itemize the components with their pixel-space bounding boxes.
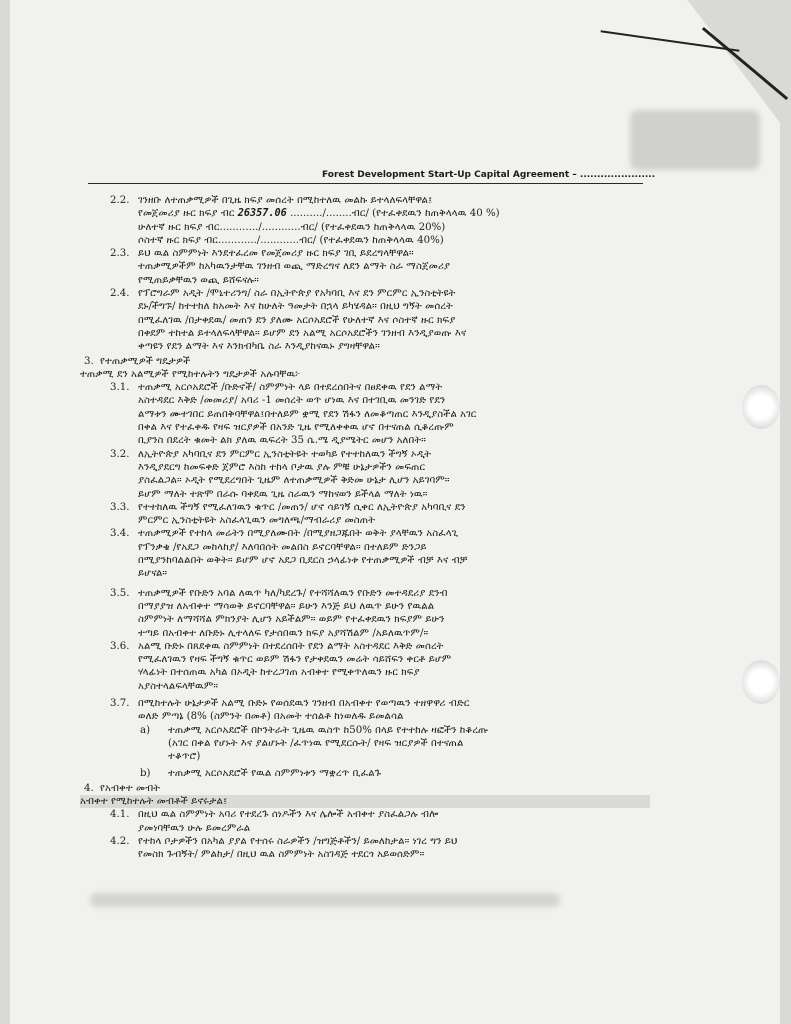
clause-line: በዚህ ዉል ስምምነት አባሪ የተደረጉ ሰነዶችን እና ሌሎች አብቀተ ያስፈልጋሉ ብሎ [138, 809, 439, 821]
clause-line: እንዲያደርግ ከመፍቀድ ጀምሮ እስከ ተከላ ቦታዉ ያሉ ምቹ ሁኔታዎችን መፍጠር [138, 461, 426, 473]
punch-hole-top [742, 385, 780, 429]
clause-line: ተጠቃሚዎች የተከላ መሬትን በሚያለሙበት /በሚያዘጋጁበት ወቅት ያላቸዉን አስፈላጊ [138, 528, 459, 540]
clause-line: በማያያዝ ለአብቀተ ማሳወቅ ይኖርባቸዋል። ይሁን እንጅ ይህ ለዉጥ ይሁን የዉልል [138, 600, 435, 612]
clause-line: ለኢትዮጵያ አካባቢና ደን ምርምር ኢንስቲትዩት ተወካይ የተተከለዉን ችግኝ ኦዲት [138, 448, 432, 460]
clause-line: አያስተላልፍላቸዉም። [138, 680, 219, 692]
clause-line: ቢያንስ በደረት ቁመት ልክ ያለዉ ዉፍረት 35 ሴ.ሜ ዲያሜትር መሆን አለበት። [138, 435, 426, 447]
scan-smudge [90, 893, 560, 907]
clause-4-2 [80, 835, 650, 862]
handwritten-amount: 26357.06 [237, 208, 287, 220]
clause-line-text: ........../........ብር/ (የተፈቀደዉን ከጠቅላላዉ 40 %) [290, 208, 500, 220]
clause-number: 3.2. [110, 448, 130, 460]
clause-line: ሃላፊነት በተሰጠዉ አካል በኦዲት ከተረጋገጠ አብቀተ የሚቀጥለዉን ዙር ክፍያ [138, 667, 420, 679]
clause-3-6 [80, 640, 650, 693]
clause-2-4 [80, 287, 650, 353]
clause-line: ገንዘቡ ለተጠቃሚዎች በጊዜ ክፍያ መሰረት በሚከተለዉ መልኩ ይተላለፍላቸዋል፤ [138, 195, 433, 206]
clause-line: በሚያንከባልልበት ወቅት። ይሆም ሆኖ አደጋ ቢደርስ ኃላፊነቱ የተጠቃሚዎች ብቻ እና ብቻ [138, 555, 468, 567]
clause-line: ሁለተኛ ዙር ክፍያ ብር............/............ብር/ (የተፈቀደዉን ከጠቅላላዉ 20%) [138, 221, 446, 233]
clause-line: ይህ ዉል ስምምነት እንደተፈረመ የመጀመሪያ ዙር ክፍያ ገቢ ይደረግላቸዋል። [138, 248, 414, 260]
clause-line: ሶስተኛ ዙር ክፍያ ብር............/............ብር/ (የተፈቀደዉን ከጠቅላላዉ 40%) [138, 234, 444, 246]
document-body [80, 194, 650, 862]
clause-line: ተጠቃሚ አርሶአደሮች /ቡድኖች/ ስምምነት ላይ በተደረሰበትና በፀደቀዉ የደን ልማት [138, 382, 443, 394]
clause-line: የሚፈለገዉን የዛፍ ችግኝ ቁጥር ወይም ሽፋን የታቀደዉን መሬት ሳይሸፍን ቀርቶ ይሆም [138, 654, 452, 666]
clause-3-7 [80, 697, 650, 724]
clause-2-3 [80, 247, 650, 287]
section-title: የአብቀተ መብት [100, 782, 161, 794]
clause-line: ተጠቃሚዎች የቡድን አባል ለዉጥ ካለ/ካደረጉ/ የተሻሻለዉን የቡድን መተዳደሪያ ደንብ [138, 587, 448, 599]
clause-line: (አገር በቀል የሆኑት እና ያልሆኑት /ፈጥነዉ የሚደርሱት/ የዛፍ ዝርያዎች በተናጠል [168, 737, 464, 749]
clause-number: 3.4. [110, 528, 130, 540]
clause-line: ተጣይ በአብቀተ ለቡድኑ ሊተላለፍ የታሰበዉን ክፍያ አያሻሽልም /አይለዉጥም/። [138, 627, 429, 639]
clause-line: የሚጠይቃቸዉን ወጪ ይሸፍናሉ። [138, 274, 259, 286]
clause-number: 4.2. [110, 835, 130, 847]
clause-number: 3.5. [110, 587, 130, 599]
clause-line: የተከላ ቦታዎችን በአካል ያያል የተሰሩ ስራዎችን /ዝግጅቶችን/ ይመለከታል። ነገረ ግን ይህ [138, 835, 458, 847]
section-3-heading [80, 355, 650, 368]
section-intro: አብቀተ የሚከተሉት መብቶች ይኖሩታል፤ [80, 796, 228, 808]
document-header: Forest Development Start-Up Capital Agreement – ...................... [322, 170, 656, 180]
clause-number: 3.6. [110, 640, 130, 652]
clause-line: የፕንቃቄ /የአደጋ መከላከያ/ እለባበሰት መልበስ ይኖርባቸዋል። በተለይም ድንጋይ [138, 541, 427, 553]
clause-line: ተጠቃሚዎችም ከአካዉንታቸዉ ገንዘብ ወጪ ማድረግና ለደን ልማት ስራ ማስጀመሪያ [138, 261, 451, 273]
clause-3-7-a [110, 724, 650, 764]
section-4-intro [80, 795, 650, 808]
clause-line: ወለድ ምጣኔ (8% (ስምንት በመቶ) በአመት ተሰልቶ ከነወለዱ ይመልሳል [138, 711, 404, 723]
section-intro: ተጠቃሚ ደን አልሚዎች የሚከተሉትን ግዴታዎች አሉባቸዉ፦ [80, 368, 301, 380]
clause-line: የፕሮግራም አዲት /ሞኒተሪንግ/ ስራ በኢትዮጵያ የአካባቢ እና ደን ምርምር ኢንስቲትዩት [138, 288, 456, 300]
clause-line: ያስፈልጋል። ኦዲት የሚደረግበት ጊዜም ለተጠቃሚዎች ቅድመ ሁኔታ ሊሆን አይገባም። [138, 475, 450, 487]
clause-number: 4.1. [110, 809, 130, 821]
clause-line: አልሚ ቡድኑ በጸደቀዉ ስምምነት በተደረሰበት የደን ልማት አስተዳደር እቅድ መሰረት [138, 640, 444, 652]
clause-number: 2.2. [110, 195, 130, 206]
clause-number: 2.4. [110, 288, 130, 300]
scan-smudge [630, 110, 760, 170]
clause-3-5 [80, 587, 650, 640]
clause-line: ያመነባቸዉን ሁሉ ይመረምራል [138, 822, 251, 834]
clause-line: ተጠቃሚ አርሶአደሮች በኮንትራት ጊዜዉ ዉስጥ ከ50% በላይ የተተከሉ ዛፎችን ከቆረጡ [168, 724, 489, 736]
clause-line: በሚከተሉት ሁኔታዎች አልሚ ቡድኑ የወሰደዉን ገንዘብ በአብቀተ የወጣዉን ተዘዋዋሪ ብድር [138, 697, 470, 709]
clause-3-7-b [110, 767, 650, 780]
clause-line: ደኑ/ችግኙ/ ከተተከለ ከአመት እና ከሁለት ዓመታት በኋላ ይካሄዳል። በዚህ ግኝት መሰረት [138, 301, 453, 313]
clause-3-3 [80, 501, 650, 528]
section-number: 4. [84, 782, 94, 794]
clause-number: 3.3. [110, 501, 130, 513]
clause-line: በቀደም ተከተል ይተላለፍላቸዋል። ይሆም ደን አልሚ አርሶአደሮችን ገንዘብ እንዲያወጡ እና [138, 327, 467, 339]
clause-line: ምርምር ኢንስቲትዩት አስፈላጊዉን መግለጫ/ማብራሪያ መስጠት [138, 515, 376, 527]
clause-line-text: የመጀመሪያ ዙር ክፍያ ብር [138, 208, 235, 220]
clause-4-1 [80, 808, 650, 835]
punch-hole-bottom [742, 660, 780, 704]
section-4-heading [80, 782, 650, 795]
section-title: የተጠቃሚዎች ግዴታዎች [100, 355, 191, 367]
clause-line: ይሆናል። [138, 568, 168, 580]
clause-line: የመስክ ጉብኝት/ ምልከታ/ በዚህ ዉል ስምምነት አስገዳጅ ተደርጎ አይወሰድም። [138, 849, 425, 861]
clause-3-2 [80, 448, 650, 501]
clause-number: 3.7. [110, 697, 130, 709]
clause-number: b) [140, 768, 151, 780]
clause-line [138, 207, 650, 220]
clause-line: ተጠቃሚ አርሶአደሮች የዉል ስምምነቱን ማቋረጥ ቢፈልጉ [168, 768, 382, 780]
section-3-intro [80, 368, 650, 381]
clause-line: በቀል እና የተፈቀዱ የዛፍ ዝርያዎች በአንድ ጊዜ የሚለቀቀዉ ሆኖ በተናጠል ሲቆረጡም [138, 422, 454, 434]
clause-line: ልማቱን ሙተገበር ይጠበቅባቸዋል፤በተለይም ቋሚ የደን ሽፋን ለመቆጣጠር እንዲያስችል አገር [138, 408, 477, 420]
clause-2-2 [80, 194, 650, 247]
clause-3-1 [80, 381, 650, 447]
clause-number: 2.3. [110, 248, 130, 260]
clause-number: 3.1. [110, 382, 130, 394]
clause-line: በሚፈለገዉ /በታቀደዉ/ መጠን ደን ያለሙ አርሶአደሮች የሁለተኛ እና ሶስተኛ ዙር ክፍያ [138, 314, 456, 326]
clause-line: ስምምነት ለማሻሻል ምክንያት ሊሆን አይችልም። ወይም የተፈቀደዉን ክፍያም ይሁን [138, 614, 445, 626]
clause-line: ተቆጥሮ) [168, 751, 201, 763]
clause-3-4 [80, 527, 650, 580]
clause-line: ይሆም ማለት ተጽሞ በራሱ ባቀደዉ ጊዜ ስራዉን ማከናወን ይችላል ማለት ነዉ። [138, 488, 428, 500]
clause-line: የተተከለዉ ችግኝ የሚፈለገዉን ቁጥር /መጠን/ ሆኖ ሳይገኝ ሲቀር ለኢትዮጵያ አካባቢና ደን [138, 501, 466, 513]
clause-line: አስተዳደር እቅድ /መመሪያ/ አባሪ -1 መሰረት ወጥ ሆነዉ እና በተገቢዉ መንገድ የደን [138, 395, 446, 407]
header-rule [88, 183, 643, 184]
clause-line: ቀጣዩን የደን ልማት እና እንክብካቤ ስራ እንዲያከናዉኑ ያግዛቸዋል። [138, 341, 380, 353]
clause-number: a) [140, 724, 151, 736]
section-number: 3. [84, 355, 94, 367]
